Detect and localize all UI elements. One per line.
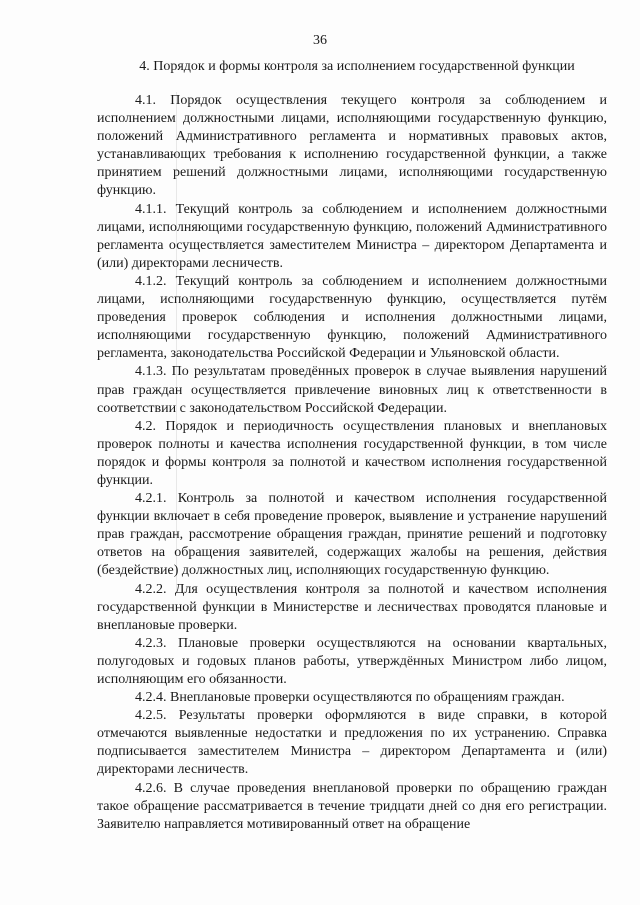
paragraph-4-2-6: 4.2.6. В случае проведения внеплановой проверки по обращению граждан такое обращение рассматривается в течение тридцати дней со дня его регистрации. Заявителю направляется мотивированный ответ на обращение: [97, 780, 607, 832]
paragraph-4-2-4: 4.2.4. Внеплановые проверки осуществляются по обращениям граждан.: [135, 690, 565, 706]
paragraph-4-2: 4.2. Порядок и периодичность осуществления плановых и внеплановых проверок полноты и качества исполнения государственной функции, в том числе порядок и формы контроля за полнотой и качеством исполнения государственной функции.: [97, 418, 607, 488]
page-number: 36: [313, 33, 327, 48]
paragraph-4-2-5: 4.2.5. Результаты проверки оформляются в виде справки, в которой отмечаются выявленные недостатки и предложения по их устранению. Справка подписывается заместителем Министра – директором Департамента и (или) директорами лесничеств.: [97, 708, 607, 778]
paragraph-4-1-2: 4.1.2. Текущий контроль за соблюдением и исполнением должностными лицами, исполняющими государственную функцию, осуществляется путём проведения проверок соблюдения и исполнения должностными лицами, исполняющими государственную функцию, положений Административного регламента, законодательства Российской Федерации и Ульяновской области.: [97, 273, 607, 362]
paragraph-4-1-3: 4.1.3. По результатам проведённых проверок в случае выявления нарушений прав граждан осуществляется привлечение виновных лиц к ответственности в соответствии с законодательством Российской Федерации.: [97, 364, 607, 416]
paragraph-4-2-2: 4.2.2. Для осуществления контроля за полнотой и качеством исполнения государственной функции в Министерстве и лесничествах проводятся плановые и внеплановые проверки.: [97, 581, 607, 633]
section-heading: 4. Порядок и формы контроля за исполнением государственной функции: [139, 59, 575, 74]
paragraph-4-2-3: 4.2.3. Плановые проверки осуществляются на основании квартальных, полугодовых и годовых планов работы, утверждённых Министром либо лицом, исполняющим его обязанности.: [97, 635, 607, 687]
paragraph-4-1-1: 4.1.1. Текущий контроль за соблюдением и исполнением должностными лицами, исполняющими государственную функцию, положений Административного регламента осуществляется заместителем Министра – директором Департамента и (или) директорами лесничеств.: [97, 201, 607, 271]
paragraph-4-2-1: 4.2.1. Контроль за полнотой и качеством исполнения государственной функции включает в себя проведение проверок, выявление и устранение нарушений прав граждан, рассмотрение обращения граждан, принятие решений и подготовку ответов на обращения заявителей, содержащих жалобы на решения, действия (бездействие) должностных лиц, исполняющих государственную функцию.: [97, 491, 607, 579]
paragraph-4-1: 4.1. Порядок осуществления текущего контроля за соблюдением и исполнением должностными лицами, исполняющими государственную функцию, положений Административного регламента и нормативных правовых актов, устанавливающих требования к исполнению государственной функции, а также принятием решений должностными лицами, исполняющими государственную функцию.: [97, 93, 607, 199]
document-body: [97, 92, 607, 834]
